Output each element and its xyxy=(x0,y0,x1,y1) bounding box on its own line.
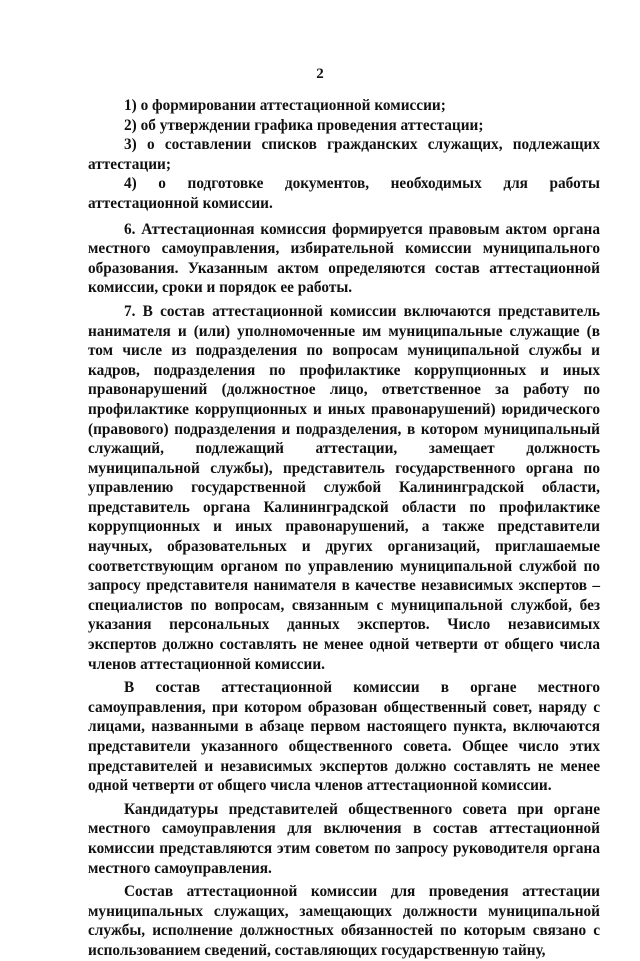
list-item-1: 1) о формировании аттестационной комиссии; xyxy=(124,97,446,114)
document-body xyxy=(88,96,600,961)
paragraph-state-secret: Состав аттестационной комиссии для проведения аттестации муниципальных служащих, замещающих должности муниципальной службы, исполнение должностных обязанностей по которым связано с использованием сведений, составляющих государственную тайну, xyxy=(88,883,600,959)
list-item-2: 2) об утверждении графика проведения аттестации; xyxy=(124,116,484,134)
list-item-3: 3) о составлении списков гражданских служащих, подлежащих аттестации; xyxy=(88,136,600,173)
paragraph-public-council: В состав аттестационной комиссии в органе местного самоуправления, при котором образован общественный совет, наряду с лицами, названными в абзаце первом настоящего пункта, включаются представители указанного общественного совета. Общее число этих представителей и независимых экспертов должно составлять не менее одной четверти от общего числа членов аттестационной комиссии. xyxy=(88,679,600,795)
list-item-4: 4) о подготовке документов, необходимых для работы аттестационной комиссии. xyxy=(88,175,600,212)
paragraph-candidates: Кандидатуры представителей общественного совета при органе местного самоуправления для включения в состав аттестационной комиссии представляются этим советом по запросу руководителя органа местного самоуправления. xyxy=(88,800,600,877)
paragraph-clause-7: 7. В состав аттестационной комиссии включаются представитель нанимателя и (или) уполномоченные им муниципальные служащие (в том числе из подразделения по вопросам муниципальной службы и кадров, подразделения по профилактике коррупционных и иных правонарушений (должностное лицо, ответственное за работу по профилактике коррупционных и иных правонарушений) юридического (правового) подразделения и подразделения, в котором муниципальный служащий, подлежащий аттестации, замещает должность муниципальной службы), представитель государственного органа по управлению государственной службой Калининградской области, представитель органа Калининградской области по профилактике коррупционных и иных правонарушений, а также представители научных, образовательных и других организаций, приглашаемые соответствующим органом по управлению муниципальной службой по запросу представителя нанимателя в качестве независимых экспертов – специалистов по вопросам, связанным с муниципальной службой, без указания персональных данных экспертов. Число независимых экспертов должно составлять не менее одной четверти от общего числа членов аттестационной комиссии. xyxy=(88,302,600,673)
page-number: 2 xyxy=(316,66,324,82)
paragraph-clause-6: 6. Аттестационная комиссия формируется правовым актом органа местного самоуправления, избирательной комиссии муниципального образования. Указанным актом определяются состав аттестационной комиссии, сроки и порядок ее работы. xyxy=(88,220,600,297)
